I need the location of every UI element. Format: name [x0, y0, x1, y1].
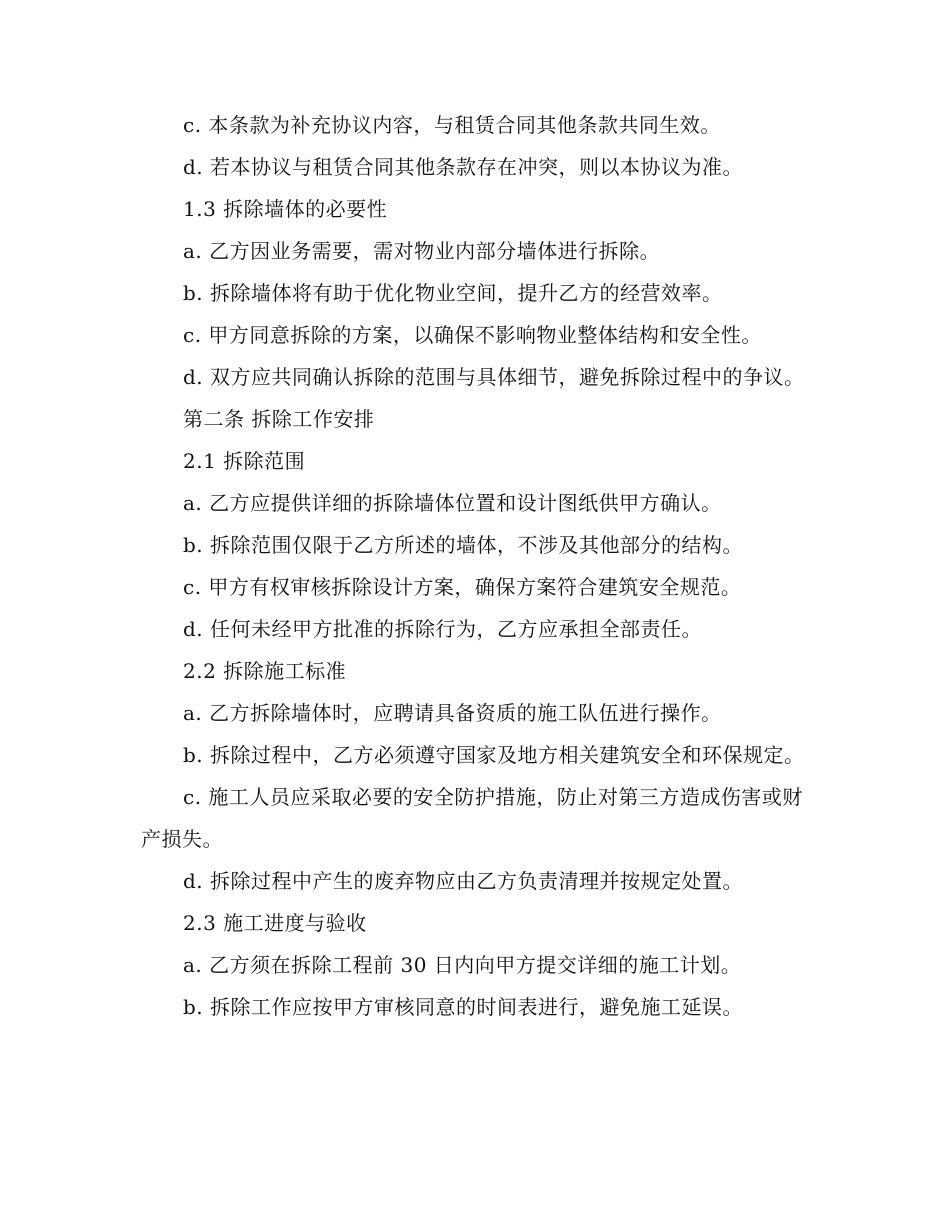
clause-2-2-a: a. 乙方拆除墙体时，应聘请具备资质的施工队伍进行操作。: [183, 701, 722, 725]
section-heading-1-3: 1.3 拆除墙体的必要性: [183, 197, 388, 221]
section-heading-2-3: 2.3 施工进度与验收: [183, 911, 367, 935]
section-heading-2-2: 2.2 拆除施工标准: [183, 659, 347, 683]
clause-2-1-c: c. 甲方有权审核拆除设计方案，确保方案符合建筑安全规范。: [183, 575, 742, 599]
clause-2-1-d: d. 任何未经甲方批准的拆除行为，乙方应承担全部责任。: [183, 617, 703, 641]
clause-2-3-b: b. 拆除工作应按甲方审核同意的时间表进行，避免施工延误。: [183, 995, 744, 1019]
section-heading-2-1: 2.1 拆除范围: [183, 449, 306, 473]
clause-1-3-c: c. 甲方同意拆除的方案，以确保不影响物业整体结构和安全性。: [183, 323, 762, 347]
clause-1-3-d: d. 双方应共同确认拆除的范围与具体细节，避免拆除过程中的争议。: [183, 365, 805, 389]
clause-1-2-d: d. 若本协议与租赁合同其他条款存在冲突，则以本协议为准。: [183, 155, 744, 179]
clause-2-3-a: a. 乙方须在拆除工程前 30 日内向甲方提交详细的施工计划。: [183, 953, 742, 977]
clause-2-2-b: b. 拆除过程中，乙方必须遵守国家及地方相关建筑安全和环保规定。: [183, 743, 805, 767]
clause-1-3-a: a. 乙方因业务需要，需对物业内部分墙体进行拆除。: [183, 239, 661, 263]
article-heading-2: 第二条 拆除工作安排: [183, 407, 375, 431]
document-body: [141, 104, 811, 1028]
clause-2-2-c: c. 施工人员应采取必要的安全防护措施，防止对第三方造成伤害或财产损失。: [141, 785, 803, 851]
clause-2-2-d: d. 拆除过程中产生的废弃物应由乙方负责清理并按规定处置。: [183, 869, 744, 893]
clause-2-1-a: a. 乙方应提供详细的拆除墙体位置和设计图纸供甲方确认。: [183, 491, 722, 515]
clause-1-2-c: c. 本条款为补充协议内容，与租赁合同其他条款共同生效。: [183, 113, 721, 137]
clause-2-1-b: b. 拆除范围仅限于乙方所述的墙体，不涉及其他部分的结构。: [183, 533, 744, 557]
clause-1-3-b: b. 拆除墙体将有助于优化物业空间，提升乙方的经营效率。: [183, 281, 723, 305]
